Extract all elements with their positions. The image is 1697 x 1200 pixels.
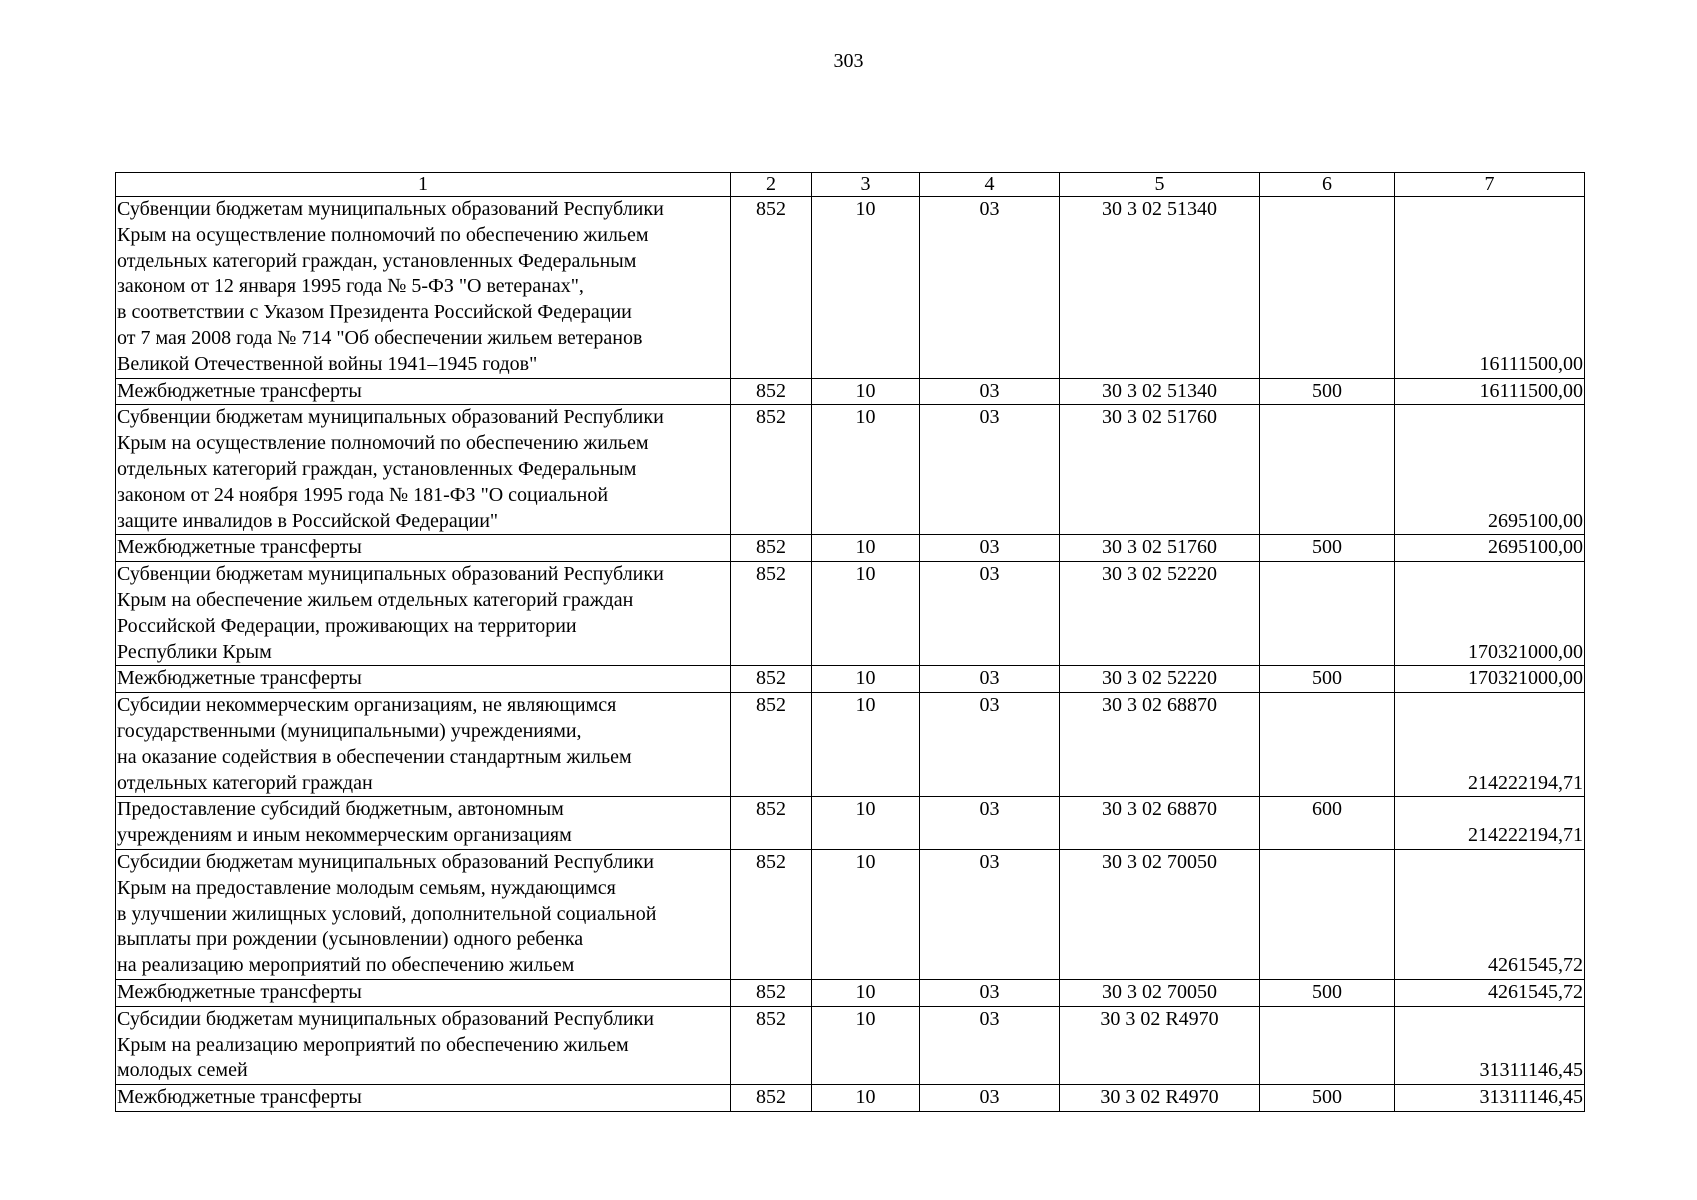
row-code-target: 30 3 02 70050 (1060, 979, 1260, 1006)
row-code-subsection: 03 (920, 797, 1060, 850)
row-code-subsection: 03 (920, 562, 1060, 666)
header-cell: 6 (1260, 173, 1395, 197)
header-cell: 7 (1395, 173, 1585, 197)
table-row (116, 405, 1585, 535)
row-code-section: 10 (812, 562, 920, 666)
row-code-expense-type: 500 (1260, 1085, 1395, 1112)
row-description: Межбюджетные трансферты (116, 535, 731, 562)
table-row (116, 693, 1585, 797)
row-code-section: 10 (812, 693, 920, 797)
row-code-target: 30 3 02 68870 (1060, 693, 1260, 797)
row-code-target: 30 3 02 68870 (1060, 797, 1260, 850)
table-row (116, 197, 1585, 379)
row-amount: 4261545,72 (1395, 849, 1585, 979)
row-code-admin: 852 (731, 797, 812, 850)
row-amount: 16111500,00 (1395, 378, 1585, 405)
row-code-subsection: 03 (920, 197, 1060, 379)
row-code-section: 10 (812, 197, 920, 379)
row-code-subsection: 03 (920, 979, 1060, 1006)
row-code-subsection: 03 (920, 693, 1060, 797)
row-code-target: 30 3 02 51340 (1060, 378, 1260, 405)
row-code-admin: 852 (731, 666, 812, 693)
header-cell: 2 (731, 173, 812, 197)
row-code-section: 10 (812, 979, 920, 1006)
page-number: 303 (833, 50, 864, 72)
table-row (116, 1085, 1585, 1112)
row-amount: 31311146,45 (1395, 1085, 1585, 1112)
row-code-admin: 852 (731, 693, 812, 797)
row-code-expense-type (1260, 405, 1395, 535)
row-code-section: 10 (812, 797, 920, 850)
table-row (116, 979, 1585, 1006)
row-code-subsection: 03 (920, 849, 1060, 979)
table-row (116, 849, 1585, 979)
row-code-section: 10 (812, 849, 920, 979)
row-amount: 170321000,00 (1395, 562, 1585, 666)
row-amount: 31311146,45 (1395, 1006, 1585, 1084)
row-amount: 4261545,72 (1395, 979, 1585, 1006)
row-code-admin: 852 (731, 1085, 812, 1112)
header-cell: 1 (116, 173, 731, 197)
row-code-expense-type (1260, 197, 1395, 379)
row-code-subsection: 03 (920, 405, 1060, 535)
row-code-admin: 852 (731, 849, 812, 979)
row-code-expense-type (1260, 693, 1395, 797)
row-description: Межбюджетные трансферты (116, 1085, 731, 1112)
row-code-section: 10 (812, 1085, 920, 1112)
row-code-section: 10 (812, 405, 920, 535)
row-code-expense-type: 500 (1260, 666, 1395, 693)
row-code-target: 30 3 02 52220 (1060, 562, 1260, 666)
table-row (116, 562, 1585, 666)
table-row (116, 378, 1585, 405)
row-code-expense-type: 500 (1260, 378, 1395, 405)
row-code-target: 30 3 02 52220 (1060, 666, 1260, 693)
row-code-expense-type: 500 (1260, 535, 1395, 562)
row-code-admin: 852 (731, 1006, 812, 1084)
row-code-expense-type: 600 (1260, 797, 1395, 850)
row-code-target: 30 3 02 51760 (1060, 405, 1260, 535)
row-amount: 2695100,00 (1395, 535, 1585, 562)
row-code-target: 30 3 02 51760 (1060, 535, 1260, 562)
row-code-subsection: 03 (920, 535, 1060, 562)
row-amount: 214222194,71 (1395, 693, 1585, 797)
row-code-target: 30 3 02 R4970 (1060, 1006, 1260, 1084)
row-description: Предоставление субсидий бюджетным, автономным учреждениям и иным некоммерческим организациям (116, 797, 731, 850)
row-description: Субсидии некоммерческим организациям, не являющимся государственными (муниципальными) учреждениями, на оказание содействия в обеспечении стандартным жильем отдельных категорий граждан (116, 693, 731, 797)
row-description: Субсидии бюджетам муниципальных образований Республики Крым на предоставление молодым семьям, нуждающимся в улучшении жилищных условий, дополнительной социальной выплаты при рождении (усыновлении) одного ребенка на реализацию мероприятий по обеспечению жильем (116, 849, 731, 979)
row-code-target: 30 3 02 51340 (1060, 197, 1260, 379)
row-description: Субвенции бюджетам муниципальных образований Республики Крым на осуществление полномочий по обеспечению жильем отдельных категорий граждан, установленных Федеральным законом от 12 января 1995 года № 5-ФЗ "О ветеранах", в соответствии с Указом Президента Российской Федерации от 7 мая 2008 года № 714 "Об обеспечении жильем ветеранов Великой Отечественной войны 1941–1945 годов" (116, 197, 731, 379)
row-amount: 214222194,71 (1395, 797, 1585, 850)
row-code-expense-type (1260, 562, 1395, 666)
row-code-section: 10 (812, 666, 920, 693)
row-code-admin: 852 (731, 562, 812, 666)
budget-table (115, 172, 1585, 1112)
row-amount: 2695100,00 (1395, 405, 1585, 535)
row-amount: 170321000,00 (1395, 666, 1585, 693)
row-code-section: 10 (812, 535, 920, 562)
table-row (116, 535, 1585, 562)
row-code-admin: 852 (731, 378, 812, 405)
row-code-target: 30 3 02 70050 (1060, 849, 1260, 979)
row-description: Межбюджетные трансферты (116, 666, 731, 693)
row-code-expense-type (1260, 849, 1395, 979)
row-description: Субвенции бюджетам муниципальных образований Республики Крым на осуществление полномочий по обеспечению жильем отдельных категорий граждан, установленных Федеральным законом от 24 ноября 1995 года № 181-ФЗ "О социальной защите инвалидов в Российской Федерации" (116, 405, 731, 535)
table-row (116, 797, 1585, 850)
table-row (116, 1006, 1585, 1084)
row-description: Межбюджетные трансферты (116, 979, 731, 1006)
row-description: Субсидии бюджетам муниципальных образований Республики Крым на реализацию мероприятий по обеспечению жильем молодых семей (116, 1006, 731, 1084)
row-code-subsection: 03 (920, 378, 1060, 405)
row-code-expense-type: 500 (1260, 979, 1395, 1006)
row-code-section: 10 (812, 378, 920, 405)
header-cell: 4 (920, 173, 1060, 197)
row-code-subsection: 03 (920, 1006, 1060, 1084)
row-code-section: 10 (812, 1006, 920, 1084)
row-code-admin: 852 (731, 197, 812, 379)
row-description: Межбюджетные трансферты (116, 378, 731, 405)
table-header-row (116, 173, 1585, 197)
row-code-admin: 852 (731, 535, 812, 562)
row-code-admin: 852 (731, 405, 812, 535)
row-amount: 16111500,00 (1395, 197, 1585, 379)
header-cell: 3 (812, 173, 920, 197)
table-row (116, 666, 1585, 693)
header-cell: 5 (1060, 173, 1260, 197)
row-code-expense-type (1260, 1006, 1395, 1084)
row-code-target: 30 3 02 R4970 (1060, 1085, 1260, 1112)
row-code-subsection: 03 (920, 1085, 1060, 1112)
row-code-subsection: 03 (920, 666, 1060, 693)
row-description: Субвенции бюджетам муниципальных образований Республики Крым на обеспечение жильем отдельных категорий граждан Российской Федерации, проживающих на территории Республики Крым (116, 562, 731, 666)
row-code-admin: 852 (731, 979, 812, 1006)
